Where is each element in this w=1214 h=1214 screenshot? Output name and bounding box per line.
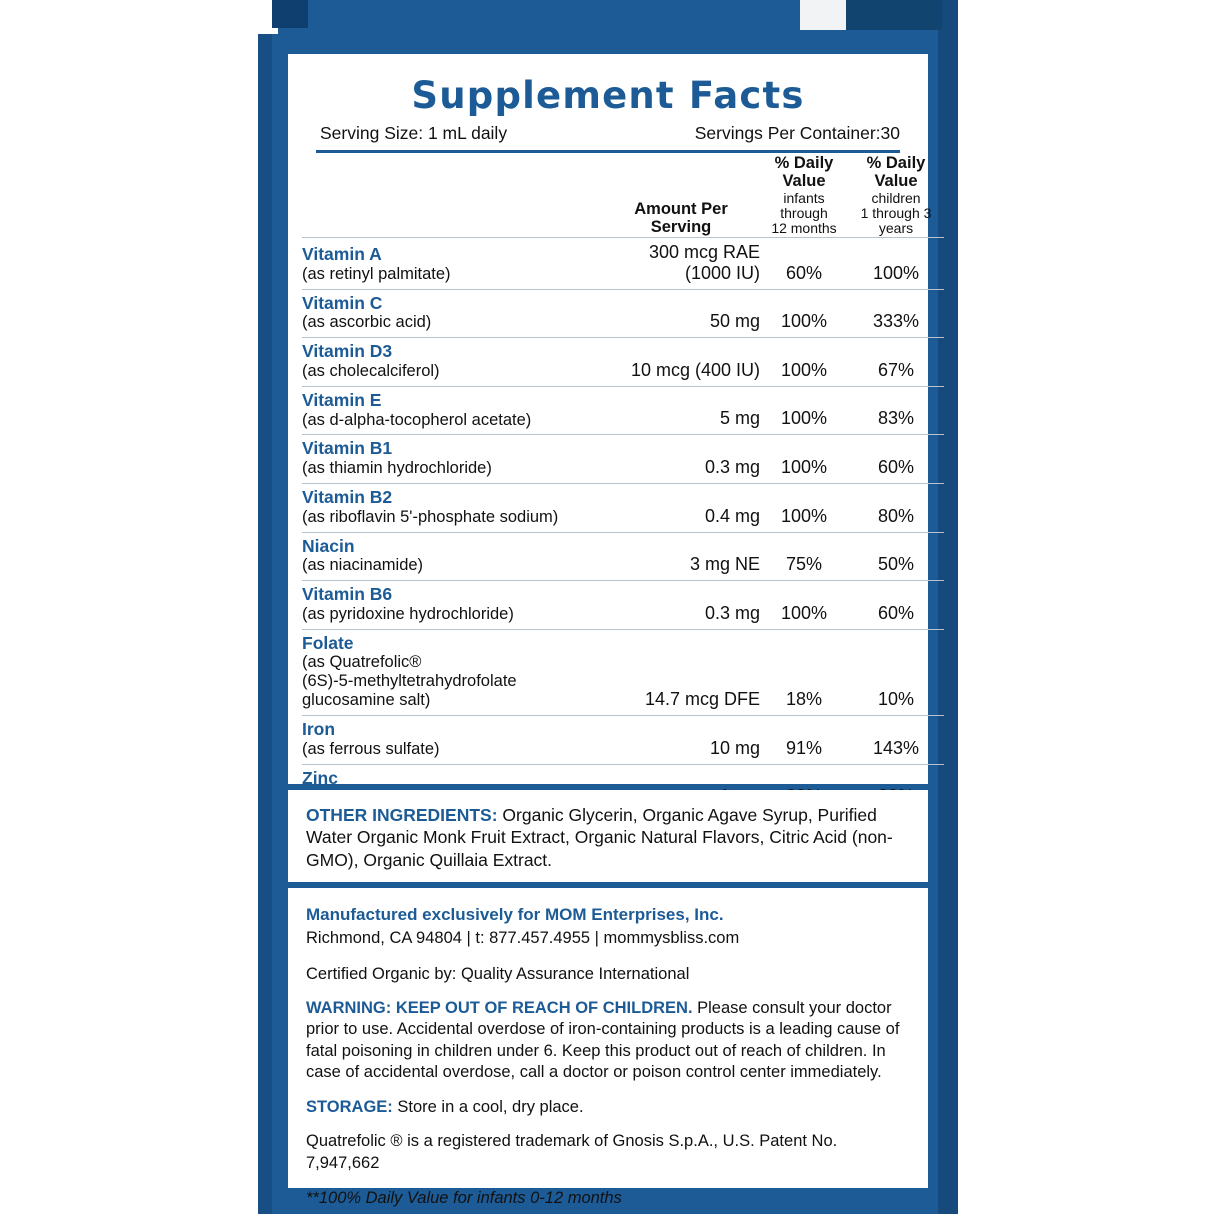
nutrient-source: (as ferrous sulfate) <box>302 739 440 758</box>
manufacturer-address: Richmond, CA 94804 | t: 877.457.4955 | mommysbliss.com <box>306 929 740 948</box>
nutrient-name: Folate <box>302 632 354 653</box>
nutrient-amount: 0.4 mg <box>602 484 760 533</box>
other-ingredients-label: OTHER INGREDIENTS: <box>306 805 498 825</box>
nutrient-dv-infants: 91% <box>760 716 848 765</box>
nutrient-dv-children: 333% <box>848 289 944 338</box>
nutrient-name: Zinc <box>302 767 338 788</box>
table-row <box>302 289 944 338</box>
nutrient-dv-children: 143% <box>848 716 944 765</box>
other-ingredients-panel <box>288 790 928 882</box>
nutrient-amount: 50 mg <box>602 289 760 338</box>
nutrient-dv-infants: 60% <box>760 237 848 289</box>
warning-block <box>306 998 910 1084</box>
nutrient-source: (as ascorbic acid) <box>302 313 432 332</box>
serving-info-row <box>302 123 914 144</box>
nutrient-name: Iron <box>302 719 336 740</box>
nutrient-dv-infants: 100% <box>760 386 848 435</box>
nutrient-dv-infants: 100% <box>760 435 848 484</box>
table-row <box>302 386 944 435</box>
nutrient-source: (as pyridoxine hydrochloride) <box>302 604 514 623</box>
warning-text: Please consult your doctor prior to use. Accidental overdose of iron-containing products is a leading cause of fatal poisoning in children under 6. Keep this product out of reach of children. In case of accidental overdose, call a doctor or poison control center immediately. <box>306 998 900 1082</box>
serving-size: Serving Size: 1 mL daily <box>320 123 508 143</box>
other-ingredients-list: Organic Glycerin, Organic Agave Syrup, Purified Water Organic Monk Fruit Extract, Organic Natural Flavors, Citric Acid (non-GMO), Organic Quillaia Extract. <box>306 805 893 870</box>
certified-organic-line: Certified Organic by: Quality Assurance International <box>306 964 690 983</box>
nutrient-dv-infants: 75% <box>760 532 848 581</box>
nutrient-name: Vitamin B2 <box>302 487 393 508</box>
nutrient-source: (as thiamin hydrochloride) <box>302 459 492 478</box>
warning-label: WARNING: KEEP OUT OF REACH OF CHILDREN. <box>306 998 693 1017</box>
header-dv-infants: % Daily Value infants through 12 months <box>771 154 837 237</box>
other-ingredients-text <box>288 790 928 871</box>
nutrient-source: (as riboflavin 5'-phosphate sodium) <box>302 507 559 526</box>
nutrient-dv-children: 80% <box>848 484 944 533</box>
nutrient-amount: 3 mg NE <box>602 532 760 581</box>
nutrient-dv-children: 60% <box>848 581 944 630</box>
manufacturer-info-panel <box>288 888 928 1208</box>
servings-per-container: Servings Per Container:30 <box>694 123 900 143</box>
storage-block <box>306 1097 910 1118</box>
nutrient-dv-children: 100% <box>848 237 944 289</box>
table-row <box>302 338 944 387</box>
nutrient-name: Niacin <box>302 535 355 556</box>
carton-left-edge <box>258 0 272 1214</box>
nutrient-amount: 0.3 mg <box>602 581 760 630</box>
nutrient-amount: 10 mg <box>602 716 760 765</box>
carton-top-notch-right <box>800 0 852 30</box>
header-amount-per-serving: Amount Per Serving <box>634 200 728 236</box>
trademark-note: Quatrefolic ® is a registered trademark of Gnosis S.p.A., U.S. Patent No. 7,947,662 <box>306 1132 838 1172</box>
table-row <box>302 716 944 765</box>
nutrient-name: Vitamin A <box>302 244 382 265</box>
header-blank <box>302 155 602 237</box>
header-dv-children: % Daily Value children 1 through 3 years <box>860 154 932 237</box>
nutrient-dv-infants: 100% <box>760 581 848 630</box>
nutrient-name: Vitamin B6 <box>302 584 393 605</box>
nutrient-amount: 10 mcg (400 IU) <box>602 338 760 387</box>
nutrient-amount: 5 mg <box>602 386 760 435</box>
nutrient-name: Vitamin E <box>302 389 382 410</box>
supplement-facts-panel <box>288 54 932 788</box>
nutrient-dv-infants: 100% <box>760 484 848 533</box>
carton-top-flap-right <box>846 0 942 30</box>
nutrient-source-line1: (as Quatrefolic® <box>302 653 422 672</box>
nutrient-dv-infants: 100% <box>760 338 848 387</box>
nutrient-dv-children: 83% <box>848 386 944 435</box>
manufacturer-line: Manufactured exclusively for MOM Enterprises, Inc. <box>306 905 724 924</box>
nutrient-amount: 14.7 mcg DFE <box>602 629 760 716</box>
nutrient-dv-children: 50% <box>848 532 944 581</box>
nutrition-table <box>302 155 944 812</box>
table-row <box>302 484 944 533</box>
carton-top-flap-left <box>272 0 308 28</box>
nutrient-source-line2: (6S)-5-methyltetrahydrofolate glucosamine salt) <box>302 672 517 710</box>
nutrient-name: Vitamin B1 <box>302 438 393 459</box>
table-header-row <box>302 155 944 237</box>
storage-label: STORAGE: <box>306 1097 393 1116</box>
header-divider-thick <box>316 150 900 153</box>
nutrient-source: (as niacinamide) <box>302 556 424 575</box>
nutrient-source: (as retinyl palmitate) <box>302 264 451 283</box>
table-row <box>302 581 944 630</box>
nutrient-amount: 300 mcg RAE (1000 IU) <box>602 237 760 289</box>
supplement-facts-title: Supplement Facts <box>411 74 805 117</box>
nutrient-name: Vitamin C <box>302 292 383 313</box>
nutrient-dv-infants: 18% <box>760 629 848 716</box>
nutrient-dv-children: 60% <box>848 435 944 484</box>
table-row <box>302 237 944 289</box>
table-row <box>302 435 944 484</box>
nutrient-name: Vitamin D3 <box>302 341 393 362</box>
storage-text: Store in a cool, dry place. <box>392 1097 584 1116</box>
daily-value-footnote: **100% Daily Value for infants 0-12 months <box>306 1189 622 1208</box>
nutrient-source: (as cholecalciferol) <box>302 361 440 380</box>
nutrient-amount: 0.3 mg <box>602 435 760 484</box>
nutrient-dv-children: 67% <box>848 338 944 387</box>
nutrient-dv-children: 10% <box>848 629 944 716</box>
nutrient-dv-infants: 100% <box>760 289 848 338</box>
nutrient-source: (as d-alpha-tocopherol acetate) <box>302 410 532 429</box>
table-row <box>302 532 944 581</box>
table-row <box>302 629 944 716</box>
